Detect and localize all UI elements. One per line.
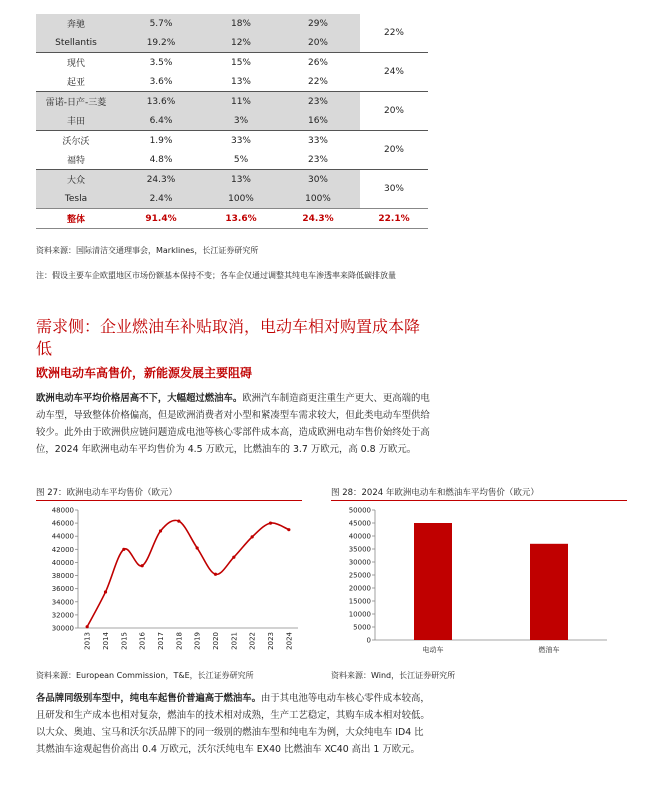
table-cell: 11% (206, 92, 276, 112)
x-tick-label: 2024 (285, 632, 294, 650)
x-tick-label: 2020 (212, 632, 220, 650)
table-cell: 100% (206, 189, 276, 209)
table-group-cell: 20% (360, 131, 428, 170)
table-row (36, 92, 428, 112)
table-group-cell: 24% (360, 53, 428, 92)
fig28-source: 资料来源：Wind，长江证券研究所 (331, 671, 456, 680)
table-total-cell: 整体 (36, 209, 116, 229)
table-row (36, 131, 428, 151)
data-point (232, 556, 235, 559)
y-tick-label: 34000 (51, 598, 74, 607)
section-heading: 需求侧：企业燃油车补贴取消，电动车相对购置成本降低 (36, 317, 421, 358)
y-tick-label: 0 (366, 636, 371, 645)
table-cell: Stellantis (36, 33, 116, 53)
paragraph-1-body: 欧洲汽车制造商更注重生产更大、更高端的电动车型，导致整体价格偏高，但是欧洲消费者对小型和紧凑型车需求较大，但此类电动车型供给较少。此外由于欧洲供应链问题造成电池等核心零部件成本高，造成欧洲电动车售价始终处于高位，2024 年欧洲电动车平均售价为 4.5 万欧元，比燃油车的 3.7 万欧元，高 0.8 万欧元。 (36, 393, 430, 455)
y-tick-label: 42000 (51, 545, 74, 554)
table-cell: 22% (307, 76, 328, 87)
paragraph-1 (36, 390, 432, 458)
table-cell: 15% (206, 53, 276, 73)
x-tick-label: 2018 (175, 632, 184, 650)
section-subheading: 欧洲电动车高售价，新能源发展主要阻碍 (36, 366, 253, 380)
table-group-cell: 20% (360, 92, 428, 131)
fig27-source: 资料来源：European Commission，T&E，长江证券研究所 (36, 671, 254, 680)
table-note: 注：假设主要车企欧盟地区市场份额基本保持不变；各车企仅通过调整其纯电车渗透率来降低碳排放量 (36, 271, 396, 280)
paragraph-2 (36, 690, 432, 758)
y-tick-label: 30000 (51, 624, 74, 633)
y-tick-label: 15000 (348, 597, 371, 606)
x-tick-label: 2015 (120, 632, 129, 650)
price-line (87, 520, 289, 626)
y-tick-label: 25000 (348, 571, 371, 580)
table-source: 资料来源：国际清洁交通理事会，Marklines，长江证券研究所 (36, 246, 259, 255)
fig27-rule (36, 500, 302, 501)
table-cell: 30% (276, 170, 360, 190)
data-point (86, 625, 89, 628)
y-tick-label: 30000 (348, 558, 371, 567)
table-cell: 23% (276, 92, 360, 112)
table-cell: 雷诺-日产-三菱 (36, 92, 116, 112)
data-point (287, 528, 290, 531)
table-total-cell: 91.4% (116, 209, 206, 229)
table-cell: 大众 (36, 170, 116, 190)
paragraph-2-lead: 各品牌同级别车型中，纯电车起售价普遍高于燃油车。 (36, 693, 262, 704)
x-tick-label: 2021 (230, 632, 239, 650)
y-tick-label: 38000 (51, 572, 74, 581)
table-cell: 19.2% (116, 33, 206, 53)
data-point (196, 546, 199, 549)
data-point (104, 590, 107, 593)
table-group-cell: 30% (360, 170, 428, 209)
market-share-table (36, 14, 428, 229)
table-total-cell: 22.1% (360, 209, 428, 229)
y-tick-label: 48000 (51, 506, 74, 515)
y-tick-label: 40000 (51, 558, 74, 567)
table-row (36, 53, 428, 73)
data-point (269, 522, 272, 525)
x-tick-label: 电动车 (422, 646, 444, 654)
table-cell: 丰田 (36, 111, 116, 131)
table-cell: 3.6% (149, 76, 173, 87)
table-cell: 2.4% (116, 189, 206, 209)
y-tick-label: 36000 (51, 585, 74, 594)
table-total-row (36, 209, 428, 229)
table-cell: 12% (206, 33, 276, 53)
fig27-title: 图 27：欧洲电动车平均售价（欧元） (36, 488, 178, 498)
x-tick-label: 2023 (267, 632, 275, 650)
table-cell: 23% (307, 154, 328, 165)
table-cell: 奔驰 (36, 14, 116, 33)
table-cell: 现代 (36, 53, 116, 73)
fig28-bar-chart (331, 502, 627, 664)
y-tick-label: 44000 (51, 532, 74, 541)
table-cell: 6.4% (116, 111, 206, 131)
x-tick-label: 2016 (138, 632, 147, 650)
table-cell: 33% (276, 131, 360, 151)
y-tick-label: 32000 (51, 611, 74, 620)
table-cell: 福特 (66, 156, 85, 166)
x-tick-label: 2013 (83, 632, 92, 650)
y-tick-label: 50000 (348, 506, 371, 515)
table-cell: 4.8% (149, 154, 173, 165)
paragraph-1-lead: 欧洲电动车平均价格居高不下，大幅超过燃油车。 (36, 393, 243, 404)
data-point (159, 529, 162, 532)
table-cell: 18% (206, 14, 276, 33)
fig27-line-chart (36, 502, 302, 664)
table-cell: 26% (276, 53, 360, 73)
table-cell: 5.7% (116, 14, 206, 33)
x-tick-label: 2017 (157, 632, 165, 650)
paragraph-2-body: 由于其电池等电动车核心零件成本较高，且研发和生产成本也相对复杂，燃油车的技术相对成熟，生产工艺稳定，其购车成本相对较低。以大众、奥迪、宝马和沃尔沃品牌下的同一级别的燃油车型和纯电车为例，大众纯电车 ID4 比其燃油车途观起售价高出 0.4 万欧元，沃尔沃纯电车 EX40 比燃油车 XC40 高出 1 万欧元。 (36, 693, 430, 755)
data-point (177, 520, 180, 523)
table-cell: 3% (206, 111, 276, 131)
data-point (214, 573, 217, 576)
table-cell: 3.5% (116, 53, 206, 73)
table-cell: 100% (276, 189, 360, 209)
y-tick-label: 35000 (348, 545, 371, 554)
data-point (251, 535, 254, 538)
y-tick-label: 46000 (51, 519, 74, 528)
table-cell: 16% (276, 111, 360, 131)
table-cell: 13.6% (116, 92, 206, 112)
x-tick-label: 2022 (248, 632, 257, 650)
table-cell: 1.9% (116, 131, 206, 151)
table-cell: 沃尔沃 (36, 131, 116, 151)
y-tick-label: 20000 (348, 584, 371, 593)
table-total-cell: 24.3% (276, 209, 360, 229)
data-point (141, 564, 144, 567)
x-tick-label: 燃油车 (538, 646, 560, 654)
bar (530, 544, 568, 640)
x-tick-label: 2014 (102, 632, 110, 650)
y-tick-label: 5000 (353, 623, 371, 632)
y-tick-label: 45000 (348, 519, 371, 528)
table-total-cell: 13.6% (206, 209, 276, 229)
fig28-title: 图 28：2024 年欧洲电动车和燃油车平均售价（欧元） (331, 488, 539, 498)
y-tick-label: 10000 (348, 610, 371, 619)
data-point (122, 548, 125, 551)
table-cell: 20% (276, 33, 360, 53)
table-group-cell: 22% (360, 14, 428, 53)
x-tick-label: 2019 (193, 632, 202, 650)
table-cell: 5% (233, 154, 249, 165)
table-cell: Tesla (36, 189, 116, 209)
table-row (36, 14, 428, 33)
table-cell: 13% (230, 76, 251, 87)
table-cell: 33% (206, 131, 276, 151)
table-row (36, 170, 428, 190)
y-tick-label: 40000 (348, 532, 371, 541)
table-cell: 起亚 (66, 78, 85, 88)
bar (414, 523, 452, 640)
table-cell: 29% (276, 14, 360, 33)
fig28-rule (331, 500, 627, 501)
table-cell: 13% (206, 170, 276, 190)
table-cell: 24.3% (116, 170, 206, 190)
